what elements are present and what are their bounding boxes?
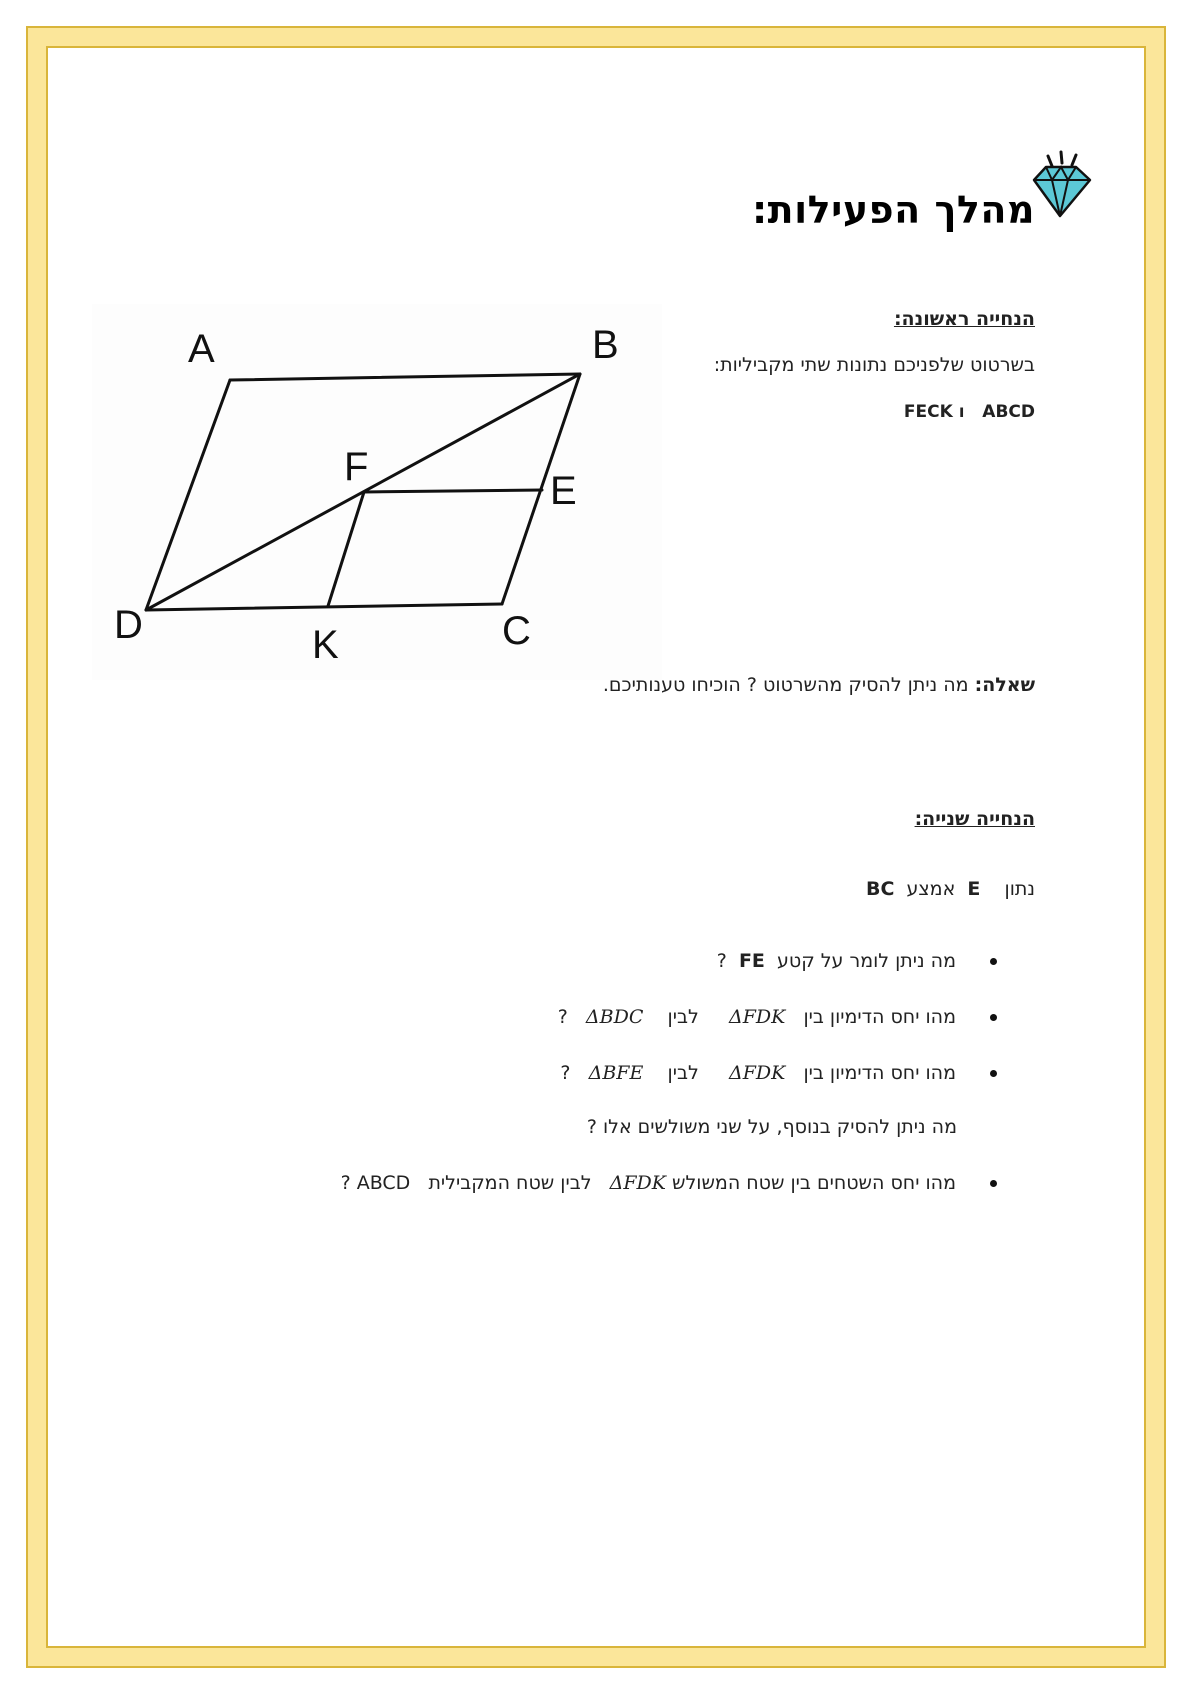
page-frame-inner <box>46 46 1146 1648</box>
shape-abcd: ABCD <box>982 402 1035 422</box>
question-label: שאלה: <box>974 674 1035 696</box>
label-f: F <box>344 445 369 489</box>
bullet-dot <box>990 1070 997 1077</box>
bullet-item-2: מהו יחס הדימיון בין ΔFDK לבין ΔBDC ? <box>558 1006 997 1028</box>
parallelogram-figure <box>92 304 662 680</box>
label-e: E <box>550 469 577 513</box>
bullet-item-3: מהו יחס הדימיון בין ΔFDK לבין ΔBFE ? <box>560 1062 997 1084</box>
hint1-text: בשרטוט שלפניכם נתונות שתי מקביליות: <box>713 354 1035 376</box>
question-text: מה ניתן להסיק מהשרטוט ? הוכיחו טענותיכם. <box>602 674 969 696</box>
bullet-item-1: מה ניתן לומר על קטע FE ? <box>717 950 997 972</box>
question <box>603 674 1035 696</box>
diamond-icon <box>1028 150 1098 230</box>
label-c: C <box>502 609 531 653</box>
label-b: B <box>592 323 619 367</box>
label-a: A <box>188 327 215 371</box>
label-d: D <box>114 603 143 647</box>
label-k: K <box>312 623 339 667</box>
bullet-item-4: מהו יחס השטחים בין שטח המשולש ΔFDK לבין שטח המקבילית ABCD ? <box>341 1172 997 1194</box>
shape-feck: FECK <box>903 402 953 422</box>
page-title: מהלך הפעילות: <box>751 188 1035 232</box>
hint2-heading: הנחייה שנייה: <box>914 808 1035 830</box>
bullet-dot <box>990 1180 997 1187</box>
followup-text: מה ניתן להסיק בנוסף, על שני משולשים אלו ? <box>586 1116 957 1138</box>
hint1-heading: הנחייה ראשונה: <box>893 308 1035 330</box>
connector: ו <box>958 402 965 422</box>
bullet-dot <box>990 958 997 965</box>
hint1-shapes <box>904 402 1035 422</box>
segment-fe <box>364 490 542 492</box>
bullet-dot <box>990 1014 997 1021</box>
hint2-given: נתון E אמצע BC <box>865 878 1035 900</box>
